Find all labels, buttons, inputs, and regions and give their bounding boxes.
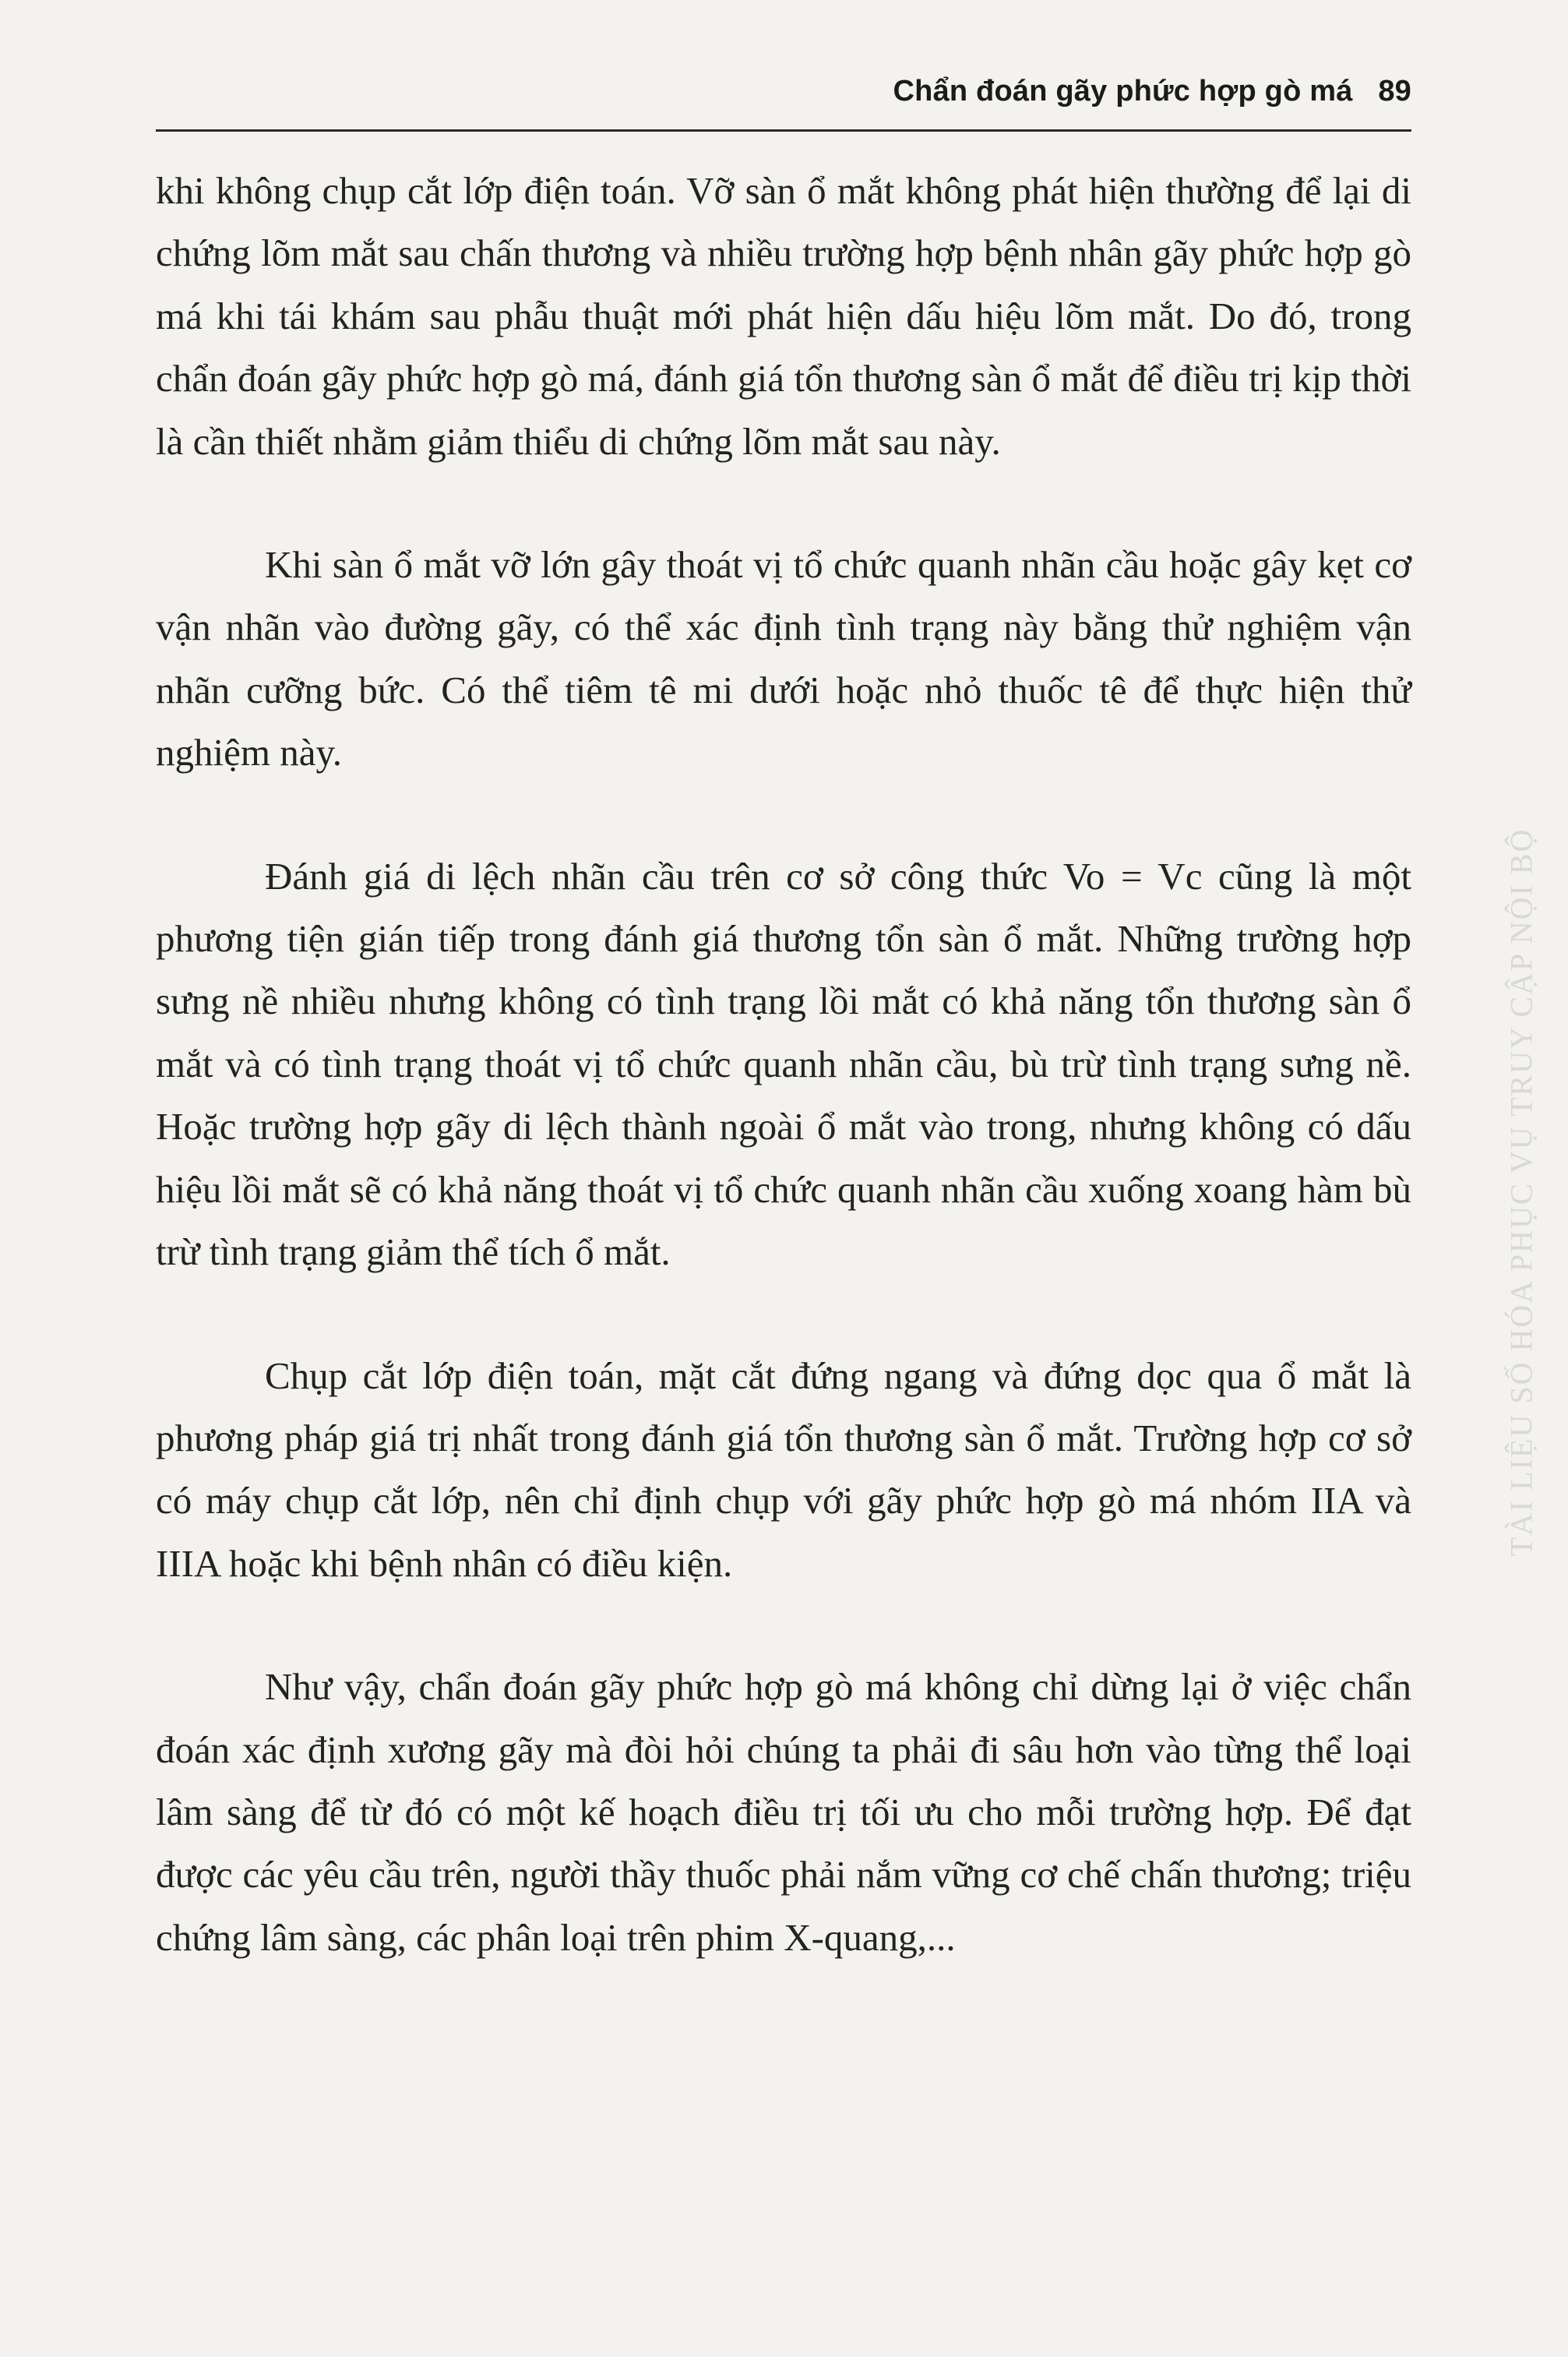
paragraph-1: khi không chụp cắt lớp điện toán. Vỡ sàn ổ mắt không phát hiện thường để lại di chứng lõm mắt sau chấn thương và nhiều trường hợp bệnh nhân gãy phức hợp gò má khi tái khám sau phẫu thuật mới phát hiện dấu hiệu lõm mắt. Do đó, trong chẩn đoán gãy phức hợp gò má, đánh giá tổn thương sàn ổ mắt để điều trị kịp thời là cần thiết nhằm giảm thiểu di chứng lõm mắt sau này. <box>156 169 1411 463</box>
watermark-strip <box>1475 0 1568 2357</box>
paragraph-4: Chụp cắt lớp điện toán, mặt cắt đứng ngang và đứng dọc qua ổ mắt là phương pháp giá trị nhất trong đánh giá tổn thương sàn ổ mắt. Trường hợp cơ sở có máy chụp cắt lớp, nên chỉ định chụp với gãy phức hợp gò má nhóm IIA và IIIA hoặc khi bệnh nhân có điều kiện. <box>156 1353 1411 1585</box>
paragraph-5: Như vậy, chẩn đoán gãy phức hợp gò má không chỉ dừng lại ở việc chẩn đoán xác định xương gãy mà đòi hỏi chúng ta phải đi sâu hơn vào từng thể loại lâm sàng để từ đó có một kế hoạch điều trị tối ưu cho mỗi trường hợp. Để đạt được các yêu cầu trên, người thầy thuốc phải nắm vững cơ chế chấn thương; triệu chứng lâm sàng, các phân loại trên phim X-quang,... <box>156 1665 1411 1959</box>
running-header <box>156 69 1411 132</box>
paragraph-2: Khi sàn ổ mắt vỡ lớn gây thoát vị tổ chức quanh nhãn cầu hoặc gây kẹt cơ vận nhãn vào đường gãy, có thể xác định tình trạng này bằng thử nghiệm vận nhãn cưỡng bức. Có thể tiêm tê mi dưới hoặc nhỏ thuốc tê để thực hiện thử nghiệm này. <box>156 543 1411 774</box>
page-number: 89 <box>1378 75 1411 108</box>
chapter-title: Chẩn đoán gãy phức hợp gò má <box>893 75 1353 108</box>
paragraph-3: Đánh giá di lệch nhãn cầu trên cơ sở công thức Vo = Vc cũng là một phương tiện gián tiếp trong đánh giá thương tổn sàn ổ mắt. Những trường hợp sưng nề nhiều nhưng không có tình trạng lồi mắt có khả năng tổn thương sàn ổ mắt và có tình trạng thoát vị tổ chức quanh nhãn cầu, bù trừ tình trạng sưng nề. Hoặc trường hợp gãy di lệch thành ngoài ổ mắt vào trong, nhưng không có dấu hiệu lồi mắt sẽ có khả năng thoát vị tổ chức quanh nhãn cầu xuống xoang hàm bù trừ tình trạng giảm thể tích ổ mắt. <box>156 854 1411 1274</box>
header-text <box>893 75 1412 108</box>
page-body <box>156 160 1411 1969</box>
watermark-text: TÀI LIỆU SỐ HÓA PHỤC VỤ TRUY CẬP NỘI BỘ <box>1503 827 1539 1557</box>
